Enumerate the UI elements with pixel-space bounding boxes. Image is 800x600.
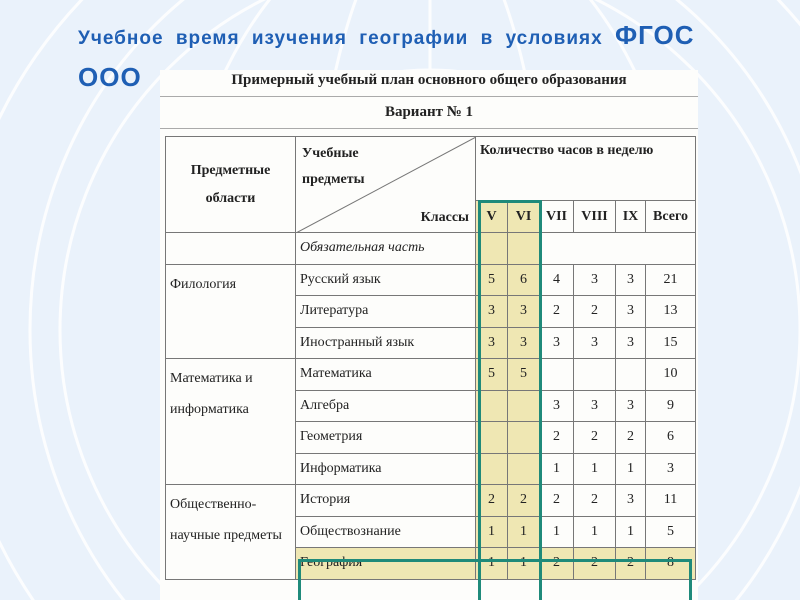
hours-cell: 3: [616, 485, 646, 517]
grade-header: Всего: [646, 201, 696, 233]
document-variant: Вариант № 1: [384, 104, 474, 120]
header-areas: Предметные области: [166, 137, 296, 233]
header-hours: Количество часов в неделю: [476, 137, 696, 201]
subject-name: Математика: [296, 359, 476, 391]
table-header-row: [166, 137, 696, 201]
hours-cell: 6: [508, 264, 540, 296]
subject-name: Литература: [296, 296, 476, 328]
hours-cell: [508, 390, 540, 422]
table-row: [166, 485, 696, 517]
hours-cell: 2: [540, 548, 574, 580]
hours-cell: 3: [508, 327, 540, 359]
hours-cell: [508, 422, 540, 454]
hours-cell: 10: [646, 359, 696, 391]
divider: [160, 128, 698, 129]
hours-cell: [540, 359, 574, 391]
hours-cell: 5: [646, 516, 696, 548]
subject-area: Филология: [166, 264, 296, 359]
grade-header: V: [476, 201, 508, 233]
hours-cell: 4: [540, 264, 574, 296]
hours-cell: [616, 359, 646, 391]
hours-cell: 3: [476, 296, 508, 328]
mandatory-spacer: [166, 233, 296, 265]
subject-name: Геометрия: [296, 422, 476, 454]
mandatory-cell: [508, 233, 540, 265]
header-subjects: Учебные предметы: [302, 146, 365, 187]
hours-cell: 1: [616, 516, 646, 548]
hours-cell: 21: [646, 264, 696, 296]
hours-cell: 3: [540, 390, 574, 422]
hours-cell: [476, 422, 508, 454]
hours-cell: 1: [616, 453, 646, 485]
subject-name: География: [296, 548, 476, 580]
hours-cell: [508, 453, 540, 485]
header-subjects-classes: [296, 137, 476, 233]
table-row: [166, 264, 696, 296]
mandatory-cell: [476, 233, 508, 265]
hours-cell: 1: [476, 516, 508, 548]
hours-cell: 3: [574, 390, 616, 422]
hours-cell: [476, 390, 508, 422]
hours-cell: 3: [476, 327, 508, 359]
subject-name: История: [296, 485, 476, 517]
slide-title-ooo: ООО: [78, 62, 142, 92]
hours-cell: 1: [540, 516, 574, 548]
hours-cell: 2: [616, 548, 646, 580]
hours-cell: 3: [540, 327, 574, 359]
hours-cell: [574, 359, 616, 391]
hours-cell: 3: [574, 327, 616, 359]
hours-cell: 1: [574, 453, 616, 485]
hours-cell: 1: [574, 516, 616, 548]
subject-name: Иностранный язык: [296, 327, 476, 359]
hours-cell: 1: [476, 548, 508, 580]
grade-header: VIII: [574, 201, 616, 233]
hours-cell: 2: [616, 422, 646, 454]
hours-cell: 3: [508, 296, 540, 328]
grade-header: IX: [616, 201, 646, 233]
mandatory-row: [166, 233, 696, 265]
hours-cell: 2: [574, 485, 616, 517]
hours-cell: 3: [574, 264, 616, 296]
hours-cell: 1: [508, 516, 540, 548]
subject-name: Обществознание: [296, 516, 476, 548]
hours-cell: 8: [646, 548, 696, 580]
grade-header: VI: [508, 201, 540, 233]
hours-cell: 2: [540, 296, 574, 328]
hours-cell: 15: [646, 327, 696, 359]
table-row: [166, 359, 696, 391]
divider: [160, 96, 698, 97]
hours-cell: 5: [508, 359, 540, 391]
hours-cell: 5: [476, 359, 508, 391]
hours-cell: 6: [646, 422, 696, 454]
document-heading: Примерный учебный план основного общего образования: [231, 72, 627, 88]
curriculum-table: [165, 136, 696, 580]
hours-cell: 2: [540, 422, 574, 454]
hours-cell: 1: [540, 453, 574, 485]
hours-cell: 5: [476, 264, 508, 296]
hours-cell: 3: [616, 390, 646, 422]
hours-cell: [476, 453, 508, 485]
slide-title-text: Учебное время изучения географии в условиях: [78, 28, 603, 49]
grade-header: VII: [540, 201, 574, 233]
hours-cell: 3: [646, 453, 696, 485]
hours-cell: 2: [508, 485, 540, 517]
hours-cell: 11: [646, 485, 696, 517]
header-classes: Классы: [420, 210, 469, 225]
hours-cell: 2: [574, 296, 616, 328]
hours-cell: 3: [616, 264, 646, 296]
subject-name: Информатика: [296, 453, 476, 485]
mandatory-label: Обязательная часть: [296, 233, 476, 265]
hours-cell: 2: [476, 485, 508, 517]
hours-cell: 3: [616, 296, 646, 328]
subject-name: Русский язык: [296, 264, 476, 296]
hours-cell: 3: [616, 327, 646, 359]
hours-cell: 2: [574, 548, 616, 580]
hours-cell: 2: [574, 422, 616, 454]
hours-cell: 13: [646, 296, 696, 328]
slide-title-fgos: ФГОС: [614, 20, 695, 50]
subject-name: Алгебра: [296, 390, 476, 422]
hours-cell: 1: [508, 548, 540, 580]
hours-cell: 2: [540, 485, 574, 517]
subject-area: Математика и информатика: [166, 359, 296, 485]
hours-cell: 9: [646, 390, 696, 422]
subject-area: Общественно-научные предметы: [166, 485, 296, 580]
mandatory-cell: [540, 233, 696, 265]
curriculum-document: [160, 70, 698, 600]
